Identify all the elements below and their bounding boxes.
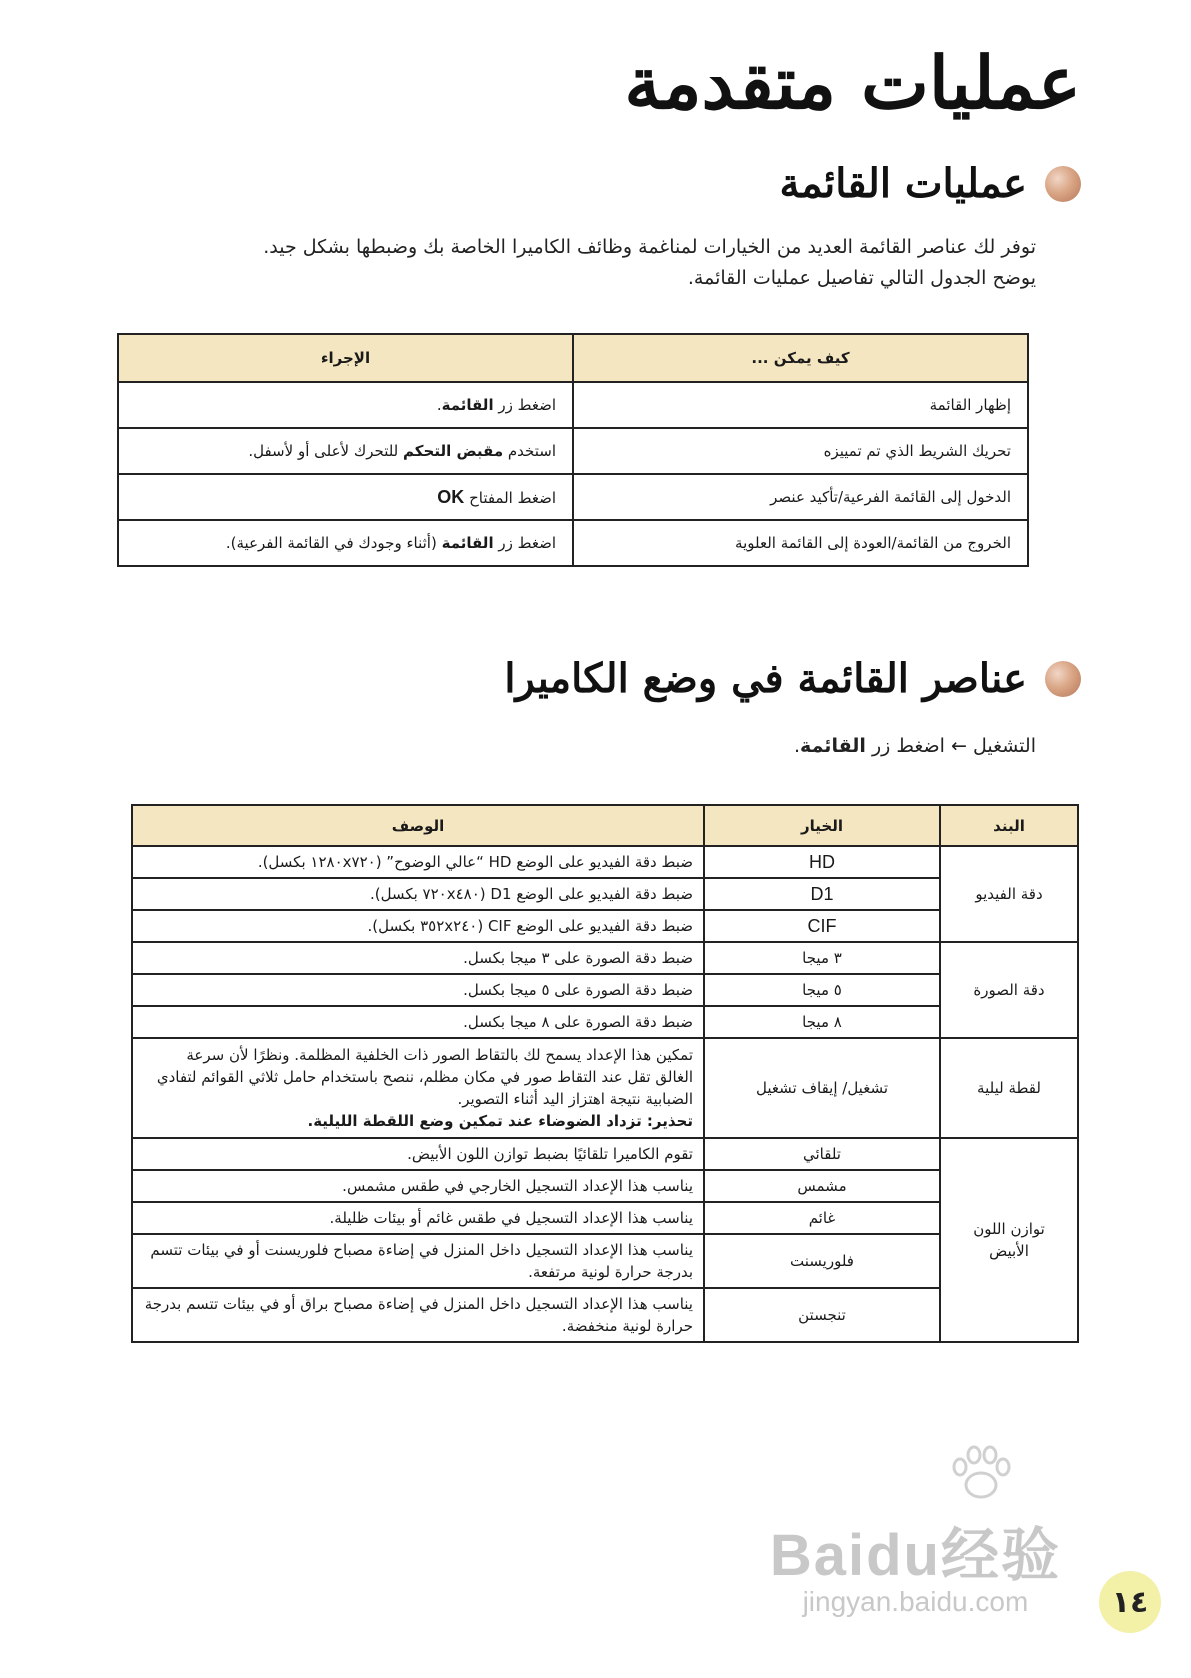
table-row [132, 1234, 1078, 1288]
table-row [132, 1288, 1078, 1342]
action-text: اضغط المفتاح [464, 488, 556, 507]
table-row [118, 520, 1028, 566]
option-cell: ٣ ميجا [704, 942, 940, 974]
header-description: الوصف [132, 805, 704, 846]
bullet-icon [1045, 166, 1081, 202]
action-bold-text: مقبض التحكم [403, 442, 504, 460]
action-text: للتحرك لأعلى أو لأسفل. [248, 442, 404, 460]
table-header-row [118, 334, 1028, 382]
header-action: الإجراء [118, 334, 573, 382]
option-cell: D1 [704, 878, 940, 910]
section-heading-camera-menu [504, 655, 1081, 702]
action-bold-text: القائمة [441, 396, 494, 414]
description-cell: ضبط دقة الفيديو على الوضع CIF (٣٥٢x٢٤٠ بكسل). [132, 910, 704, 942]
page-number: ١٤ [1099, 1571, 1161, 1633]
option-cell: مشمس [704, 1170, 940, 1202]
description-line: الضبابية نتيجة اهتزاز اليد أثناء التصوير. [457, 1090, 693, 1108]
table-row [132, 1138, 1078, 1170]
table-header-row [132, 805, 1078, 846]
warning-line: تحذير: تزداد الضوضاء عند تمكين وضع اللقطة الليلية. [307, 1112, 693, 1130]
option-cell: غائم [704, 1202, 940, 1234]
how-cell: تحريك الشريط الذي تم تمييزه [573, 428, 1028, 474]
description-cell: ضبط دقة الصورة على ٨ ميجا بكسل. [132, 1006, 704, 1038]
table-row [132, 1006, 1078, 1038]
action-cell [118, 520, 573, 566]
option-cell: HD [704, 846, 940, 878]
table-row [132, 974, 1078, 1006]
how-cell: الدخول إلى القائمة الفرعية/تأكيد عنصر [573, 474, 1028, 520]
watermark-logo: Baidu经验 [769, 1523, 1061, 1588]
table-row [118, 474, 1028, 520]
watermark-url: jingyan.baidu.com [802, 1586, 1029, 1617]
path-text: . [794, 735, 801, 757]
table-row [132, 846, 1078, 878]
action-bold-text: القائمة [441, 534, 494, 552]
description-cell: يناسب هذا الإعداد التسجيل داخل المنزل في إضاءة مصباح براق أو في بيئات تتسم بدرجة حرارة لونية منخفضة. [132, 1288, 704, 1342]
action-bold-text: OK [437, 486, 465, 507]
option-cell: CIF [704, 910, 940, 942]
action-text: استخدم [503, 442, 556, 460]
intro-line-2: يوضح الجدول التالي تفاصيل عمليات القائمة. [687, 267, 1036, 289]
description-cell: ضبط دقة الفيديو على الوضع HD “عالي الوضوح” (١٢٨٠x٧٢٠ بكسل). [132, 846, 704, 878]
description-cell [132, 1038, 704, 1138]
action-text: (أثناء وجودك في القائمة الفرعية). [225, 534, 442, 552]
action-cell [118, 474, 573, 520]
item-cell: لقطة ليلية [940, 1038, 1078, 1138]
option-cell: تشغيل/ إيقاف تشغيل [704, 1038, 940, 1138]
description-cell: ضبط دقة الصورة على ٥ ميجا بكسل. [132, 974, 704, 1006]
description-cell: ضبط دقة الفيديو على الوضع D1 (٧٢٠x٤٨٠ بكسل). [132, 878, 704, 910]
action-text: اضغط زر [493, 396, 556, 414]
table-row [132, 942, 1078, 974]
how-cell: الخروج من القائمة/العودة إلى القائمة العلوية [573, 520, 1028, 566]
description-cell: ضبط دقة الصورة على ٣ ميجا بكسل. [132, 942, 704, 974]
header-item: البند [940, 805, 1078, 846]
action-cell [118, 382, 573, 428]
option-cell: فلوريسنت [704, 1234, 940, 1288]
paw-watermark-icon [946, 1443, 1016, 1503]
table-row [132, 910, 1078, 942]
option-cell: ٨ ميجا [704, 1006, 940, 1038]
action-text: اضغط زر [493, 534, 556, 552]
header-option: الخيار [704, 805, 940, 846]
option-cell: تنجستن [704, 1288, 940, 1342]
description-cell: يناسب هذا الإعداد التسجيل داخل المنزل في إضاءة مصباح فلوريسنت أو في بيئات تتسم بدرجة حرارة لونية مرتفعة. [132, 1234, 704, 1288]
intro-line-1: توفر لك عناصر القائمة العديد من الخيارات لمناغمة وظائف الكاميرا الخاصة بك وضبطها بشكل جيد. [263, 236, 1036, 258]
path-bold-text: القائمة [800, 735, 866, 757]
option-cell: تلقائي [704, 1138, 940, 1170]
description-cell: تقوم الكاميرا تلقائيًا بضبط توازن اللون الأبيض. [132, 1138, 704, 1170]
intro-text [236, 232, 1036, 294]
navigation-path [794, 735, 1036, 757]
baidu-watermark [770, 1508, 1061, 1618]
how-cell: إظهار القائمة [573, 382, 1028, 428]
description-line: الغالق تقل عند التقاط صور في مكان مظلم، ننصح باستخدام حامل ثلاثي القوائم لتفادي [156, 1068, 693, 1086]
menu-operations-table [117, 333, 1029, 567]
section1-heading: عمليات القائمة [779, 160, 1027, 207]
camera-menu-items-table [131, 804, 1079, 1343]
item-cell: دقة الصورة [940, 942, 1078, 1038]
item-cell: توازن اللون الأبيض [940, 1138, 1078, 1342]
action-text: . [436, 396, 442, 414]
table-row [132, 878, 1078, 910]
table-row [132, 1038, 1078, 1138]
header-how: كيف يمكن ... [573, 334, 1028, 382]
description-cell: يناسب هذا الإعداد التسجيل في طقس غائم أو بيئات ظليلة. [132, 1202, 704, 1234]
table-row [118, 382, 1028, 428]
description-line: تمكين هذا الإعداد يسمح لك بالتقاط الصور ذات الخلفية المظلمة. ونظرًا لأن سرعة [186, 1046, 693, 1064]
table-row [132, 1202, 1078, 1234]
section-heading-menu-operations [780, 160, 1082, 207]
item-cell: دقة الفيديو [940, 846, 1078, 942]
action-cell [118, 428, 573, 474]
description-cell: يناسب هذا الإعداد التسجيل الخارجي في طقس مشمس. [132, 1170, 704, 1202]
bullet-icon [1045, 661, 1081, 697]
page-title: عمليات متقدمة [624, 40, 1081, 125]
path-text: التشغيل ← اضغط زر [865, 735, 1036, 757]
table-row [118, 428, 1028, 474]
section2-heading: عناصر القائمة في وضع الكاميرا [504, 655, 1027, 702]
option-cell: ٥ ميجا [704, 974, 940, 1006]
table-row [132, 1170, 1078, 1202]
